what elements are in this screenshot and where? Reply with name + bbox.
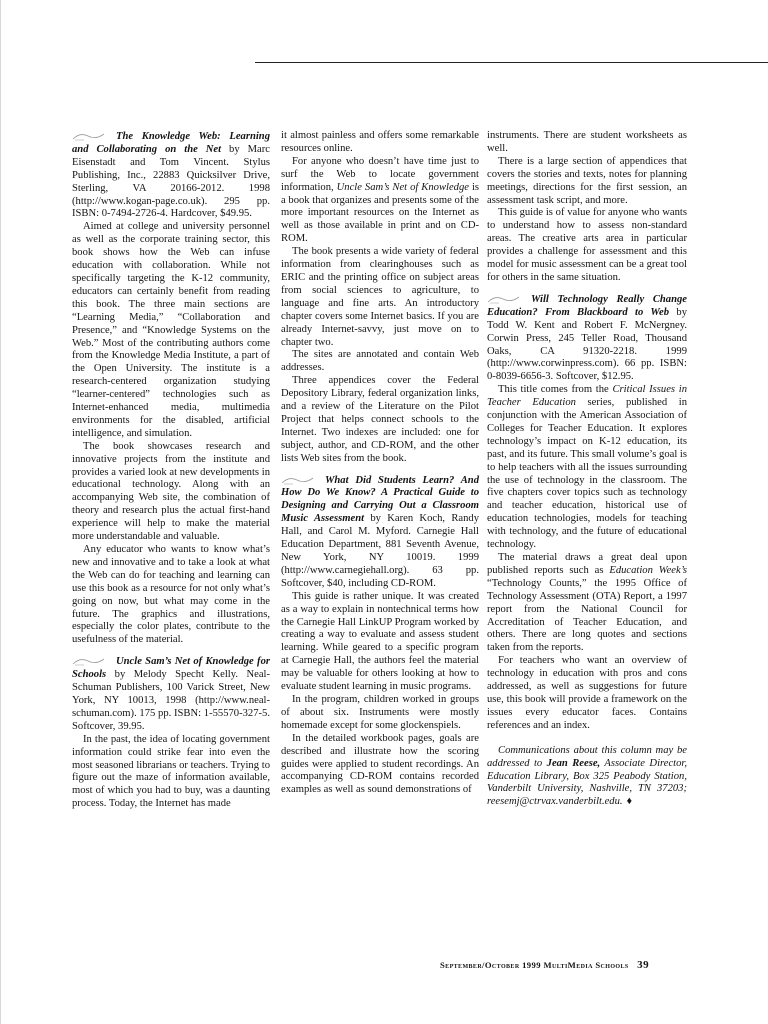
paragraph: The book presents a wide variety of federal information from clearinghouses such as ERIC and the printing office on subject areas from social sciences to agriculture, to language and fine arts. An introductory chapter covers some Internet basics. If you are already Internet-savvy, just move on to chapter two. (281, 246, 479, 348)
paragraph: The book showcases research and innovative projects from the institute and provides a varied look at new developments in educational technology. Along with an accompanying Web site, the combination of theory and research plus the actual first-hand experience will help to make the material more understandable and valuable. (72, 440, 270, 543)
paragraph: This guide is of value for anyone who wants to understand how to assess non-standard areas. The creative arts area in particular provides a challenge for assessment and this model for music assessment can be a great tool for others in the same situation. (487, 207, 687, 283)
text-run: “Technology Counts,” the 1995 Office of Technology Assessment (OTA) Report, a 1997 report from the National Council for Accreditation of Teacher Education, and others. There are long quotes and sections taken from the reports. (487, 577, 687, 654)
issue-date: September/October 1999 (440, 960, 541, 970)
end-of-article-icon: ♦ (626, 796, 632, 808)
column-right (487, 130, 687, 809)
book-ornament-icon (72, 655, 110, 666)
review-citation: by Karen Koch, Randy Hall, and Carol M. Myford. Carnegie Hall Education Department, 881 Seventh Avenue, New York, NY 10019. 1999 (http://www.carnegiehall.org). 63 pp. Softcover, $40, including CD-ROM. (281, 513, 479, 589)
paragraph: In the program, children worked in groups of about six. Instruments were mostly homemade except for some glockenspiels. (281, 693, 479, 731)
contact-address: Associate Director, Education Library, Box 325 Peabody Station, Vanderbilt University, Nashville, TN 37203; reesemj@ctrvax.vanderbilt.edu. (487, 757, 687, 808)
review-entry-knowledge-web (72, 130, 270, 221)
review-citation: by Melody Specht Kelly. Neal-Schuman Publishers, 100 Varick Street, New York, NY 10013, 1998 (http://www.neal-schuman.com). 175 pp. ISBN: 1-55570-327-5. Softcover, 39.95. (72, 669, 270, 732)
paragraph: Three appendices cover the Federal Depository Library, federal organization links, and a review of the Literature on the Pilot Project that helps connect schools to the Internet. Two indexes are included: one for subject, author, and CD-ROM, and the other lists Web sites from the book. (281, 375, 479, 464)
paragraph (281, 156, 479, 246)
series-title-inline: Critical Issues in Teacher Education (487, 384, 687, 409)
paragraph: Aimed at college and university personnel as well as the corporate training sector, this book shows how the Web can infuse education with collaboration. While not specifically targeting the K-12 community, educators can certainly benefit from reading this book. The three main sections are “Learning Media,” “Collaboration and Presence,” and “Knowledge Systems on the Web.” Most of the contributing authors come from the Knowledge Media Institute, a part of the Open University. The institute is a research-centered organization studying “learner-centered” technologies such as Internet-enhanced media, multimedia environments for the disabled, artificial intelligence, and simulation. (72, 221, 270, 439)
paragraph-continued: it almost painless and offers some remarkable resources online. (281, 130, 479, 154)
text-run: The material draws a great deal upon published reports such as (487, 552, 687, 576)
paragraph: In the past, the idea of locating government information could strike fear into even the most seasoned librarians or teachers. Trying to figure out the maze of information available, most of which you had to buy, was a daunting process. Today, the Internet has made (72, 733, 270, 810)
book-title-inline: Uncle Sam’s Net of Knowledge (336, 181, 469, 193)
paragraph: Any educator who wants to know what’s new and innovative and to take a look at what the Web can do for teaching and learning can use this book as a resource for not only what’s going on now, but what may come in the future. The graphics and illustrations, especially the color plates, contribute to the usefulness of the material. (72, 544, 270, 646)
book-ornament-icon (487, 293, 525, 304)
paragraph: This guide is rather unique. It was created as a way to explain in nontechnical terms how the Carnegie Hall LinkUP Program worked by creating a way to evaluate and assess student learning. While geared to a specific program at Carnegie Hall, the authors feel the material may be valuable for others looking at how to evaluate student learning in music programs. (281, 590, 479, 693)
paragraph (487, 552, 687, 655)
publication-title-inline: Education Week’s (609, 564, 687, 576)
paragraph: In the detailed workbook pages, goals are described and illustrate how the scoring guides were applied to student recordings. An accompanying CD-ROM contains recorded examples as well as sound demonstrations of (281, 732, 479, 796)
review-citation: by Todd W. Kent and Robert F. McNergney. Corwin Press, 245 Teller Road, Thousand Oaks, CA 91320-2218. 1999 (http://www.corwinpress.com). 66 pp. ISBN: 0-8039-6656-3. Softcover, $12.95. (487, 306, 687, 383)
paragraph (487, 384, 687, 552)
paragraph: For teachers who want an overview of technology in education with pros and cons addressed, as well as suggestions for future use, this book will provide a framework on the issues every educator faces. Contains references and an index. (487, 655, 687, 731)
review-entry-music-assessment (281, 474, 479, 591)
review-title: Uncle Sam’s Net of Knowledge for Schools (72, 656, 270, 681)
paragraph: The sites are annotated and contain Web addresses. (281, 349, 479, 374)
text-run: Communications about this column may be addressed to (487, 744, 687, 769)
author-name: Jean Reese, (546, 757, 601, 769)
text-run: series, published in conjunction with the American Association of Colleges for Teacher Education. It explores technology’s impact on K-12 education, its past, and its future. This small volume’s goal is to help teachers with all the issues surrounding the use of technology in the classroom. The five chapters cover topics such as technology and teacher education, historical use of education technologies, models for teaching with technology, and the future of educational technology. (487, 397, 688, 551)
review-citation: by Marc Eisenstadt and Tom Vincent. Stylus Publishing, Inc., 22883 Quicksilver Drive, Sterling, VA 20166-2012. 1998 (http://www.kogan-page.co.uk). 295 pp. ISBN: 0-7494-2726-4. Hardcover, $49.95. (72, 143, 270, 220)
page-number: 39 (637, 959, 649, 971)
review-title: The Knowledge Web: Learning and Collaborating on the Net (72, 131, 270, 155)
text-run: is a book that organizes and presents some of the more important resources on the Internet as well as those available in print and on CD-ROM. (281, 181, 480, 245)
page-edge (0, 0, 1, 1024)
book-ornament-icon (281, 474, 319, 485)
review-entry-uncle-sam (72, 655, 270, 733)
column-left (72, 130, 270, 811)
column-middle (281, 130, 479, 797)
book-ornament-icon (72, 130, 110, 141)
paragraph: There is a large section of appendices that covers the stories and texts, notes for planning meetings, directions for the first session, an assessment task script, and more. (487, 155, 687, 206)
review-entry-technology-change (487, 293, 687, 384)
page-footer (440, 959, 649, 971)
contact-paragraph (487, 745, 687, 810)
review-title: Will Technology Really Change Education? From Blackboard to Web (487, 293, 687, 318)
magazine-name: MultiMedia Schools (543, 960, 629, 970)
paragraph-continued: instruments. There are student worksheets as well. (487, 130, 687, 154)
column-contact-note (487, 745, 687, 810)
header-rule (255, 62, 768, 63)
text-run: This title comes from the (498, 384, 613, 396)
review-title: What Did Students Learn? And How Do We Know? A Practical Guide to Designing and Carrying Out a Classroom Music Assessment (281, 474, 479, 525)
text-run: For anyone who doesn’t have time just to surf the Web to locate government information, (281, 155, 479, 193)
